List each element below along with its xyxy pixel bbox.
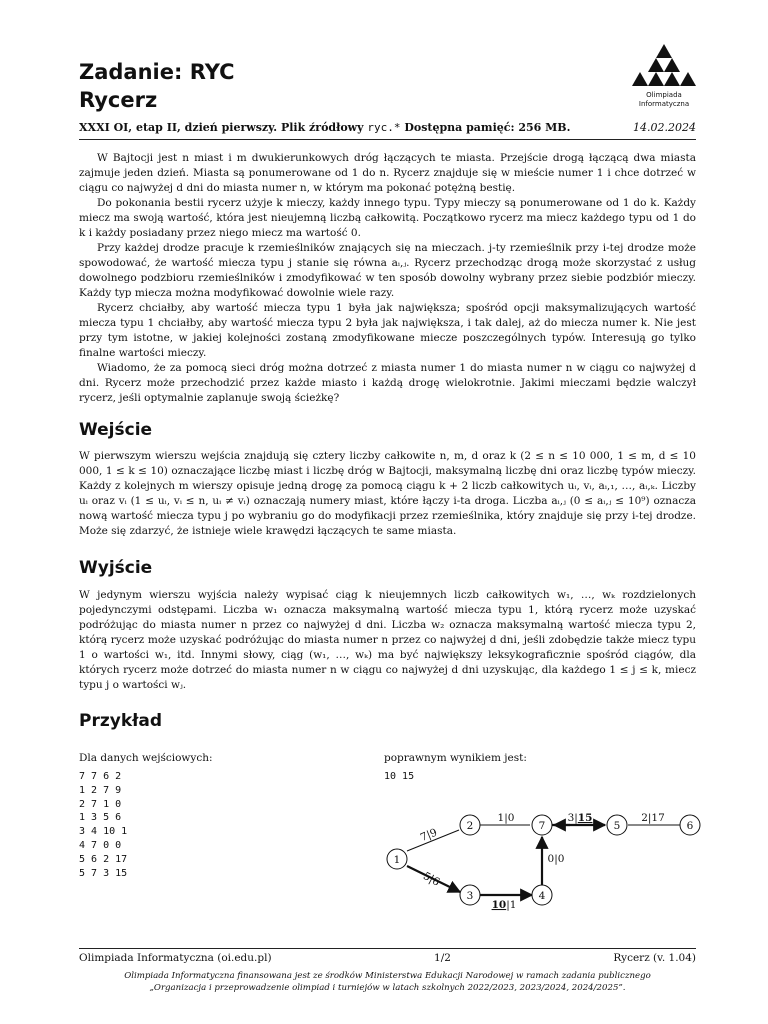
example-output: 10 15 [384, 771, 415, 782]
graph-node-label: 5 [613, 820, 621, 832]
footer-site: Olimpiada Informatyczna (oi.edu.pl) [79, 952, 272, 964]
graph-node-label: 4 [538, 890, 546, 902]
graph-edge-label: 5|6 [421, 870, 442, 889]
intro-paragraph: Wiadomo, że za pomocą sieci dróg można dotrzeć z miasta numer 1 do miasta numer n w ciągu co najwyżej d dni. Rycerz może przechodzić przez każde miasto i każdą drogę wielokrotnie. Jakimi mieczami będzie walczył rycerz, jeśli optymalnie zaplanuje swoją ścieżkę? [79, 362, 696, 404]
example-output-label: poprawnym wynikiem jest: [384, 752, 527, 764]
graph-edge-label: 0|0 [547, 853, 565, 865]
graph-node-label: 2 [466, 820, 474, 832]
task-meta: XXXI OI, etap II, dzień pierwszy. Plik źródłowy ryc.* Dostępna pamięć: 256 MB. 14.02.2024 [79, 121, 696, 134]
section-heading-output: Wyjście [79, 558, 153, 578]
example-graph [380, 800, 710, 920]
intro-text [79, 151, 696, 406]
header-divider [79, 139, 696, 140]
graph-edge-label: 3|15 [567, 812, 593, 824]
task-code: Zadanie: RYC [79, 60, 235, 84]
intro-paragraph: Przy każdej drodze pracuje k rzemieślników znających się na mieczach. j-ty rzemieślnik przy i-tej drodze może spowodować, że wartość miecza typu j stanie się równa aᵢ,ⱼ. Rycerz przechodząc drogą może skorzystać z usług dowolnego podzbioru rzemieślników i zmodyfikować w ten sposób dowolny wybrany przez siebie podzbiór mieczy. Każdy typ miecza można modyfikować dowolnie wiele razy. [79, 242, 696, 299]
intro-paragraph: Rycerz chciałby, aby wartość miecza typu 1 była jak największa; spośród opcji maksymalizujących wartość miecza typu 1 chciałby, aby wartość miecza typu 2 była jak największa, i tak dalej, aż do miecza numer k. Nie jest przy tym istotne, w jakiej kolejności zostaną zmodyfikowane miecze poszczególnych typów. Interesują go tylko finalne wartości mieczy. [79, 302, 696, 359]
logo-text: Olimpiada Informatyczna [638, 91, 690, 108]
page-number: 1/2 [434, 952, 451, 964]
output-text: W jedynym wierszu wyjścia należy wypisać ciąg k nieujemnych liczb całkowitych w₁, …, wₖ rozdzielonych pojedynczymi odstępami. Liczba w₁ oznacza maksymalną wartość miecza typu 1, którą rycerz może uzyskać podróżując do miasta numer n przez co najwyżej d dni. Liczba w₂ oznacza maksymalną wartość miecza typu 2, którą rycerz może uzyskać podróżując do miasta numer n przez co najwyżej d dni, jeśli zdobędzie także miecz typu 1 o wartości w₁, itd. Innymi słowy, ciąg (w₁, …, wₖ) ma być największy leksykograficznie spośród ciągów, dla których rycerz może dotrzeć do miasta numer n w ciągu co najwyżej d dni uzyskując, dla każdego 1 ≤ j ≤ k, miecz typu j o wartości wⱼ. [79, 589, 696, 691]
footer-divider [79, 948, 696, 949]
funding-note: Olimpiada Informatyczna finansowana jest ze środków Ministerstwa Edukacji Narodowej w ramach zadania publicznego „Organizacja i przeprowadzenie olimpiad i turniejów w latach szkolnych 2022/2023, 2023/2024, 2024/2025”. [124, 971, 651, 993]
graph-edge-label: 10|1 [491, 899, 517, 911]
example-input: 7 7 6 2 1 2 7 9 2 7 1 0 1 3 5 6 3 4 10 1 4 7 0 0 5 6 2 17 5 7 3 15 [79, 771, 128, 879]
task-title [79, 58, 235, 114]
task-name: Rycerz [79, 88, 158, 112]
intro-paragraph: Do pokonania bestii rycerz użyje k mieczy, każdy innego typu. Typy mieczy są ponumerowane od 1 do k. Każdy miecz ma swoją wartość, która jest nieujemną liczbą całkowitą. Początkowo rycerz ma miecz każdego typu od 1 do k i każdy posiadany przez niego miecz ma wartość 0. [79, 197, 696, 239]
graph-edge-label: 1|0 [497, 812, 515, 824]
graph-node-label: 6 [686, 820, 694, 832]
section-heading-input: Wejście [79, 420, 153, 440]
graph-node-label: 7 [538, 820, 546, 832]
section-heading-example: Przykład [79, 711, 163, 731]
graph-edge-label: 2|17 [641, 812, 665, 824]
graph-node-label: 1 [393, 854, 401, 866]
example-input-label: Dla danych wejściowych: [79, 752, 213, 764]
graph-edge-label: 7|9 [418, 826, 439, 844]
task-date: 14.02.2024 [633, 121, 696, 134]
input-text: W pierwszym wierszu wejścia znajdują się cztery liczby całkowite n, m, d oraz k (2 ≤ n ≤ 10 000, 1 ≤ m, d ≤ 10 000, 1 ≤ k ≤ 10) oznaczające liczbę miast i liczbę dróg w Bajtocji, maksymalną liczbę dni oraz liczbę typów mieczy. Każdy z kolejnych m wierszy opisuje jedną drogę za pomocą ciągu k + 2 liczb całkowitych uᵢ, vᵢ, aᵢ,₁, …, aᵢ,ₖ. Liczby uᵢ oraz vᵢ (1 ≤ uᵢ, vᵢ ≤ n, uᵢ ≠ vᵢ) oznaczają numery miast, które łączy i-ta droga. Liczba aᵢ,ⱼ (0 ≤ aᵢ,ⱼ ≤ 10⁹) oznacza nową wartość miecza typu j po wybraniu go do modyfikacji przez rzemieślnika, który znajduje się przy i-tej drodze. Może się zdarzyć, że istnieje wiele krawędzi łączących te same miasta. [79, 450, 696, 537]
footer-version: Rycerz (v. 1.04) [613, 952, 696, 964]
intro-paragraph: W Bajtocji jest n miast i m dwukierunkowych dróg łączących te miasta. Przejście drogą łączącą dwa miasta zajmuje jeden dzień. Miasta są ponumerowane od 1 do n. Rycerz znajduje się w mieście numer 1 i chce dotrzeć w ciągu co najwyżej d dni do miasta numer n, w którym ma pokonać potężną bestię. [79, 152, 696, 194]
footer [79, 952, 696, 964]
graph-node-label: 3 [466, 890, 474, 902]
